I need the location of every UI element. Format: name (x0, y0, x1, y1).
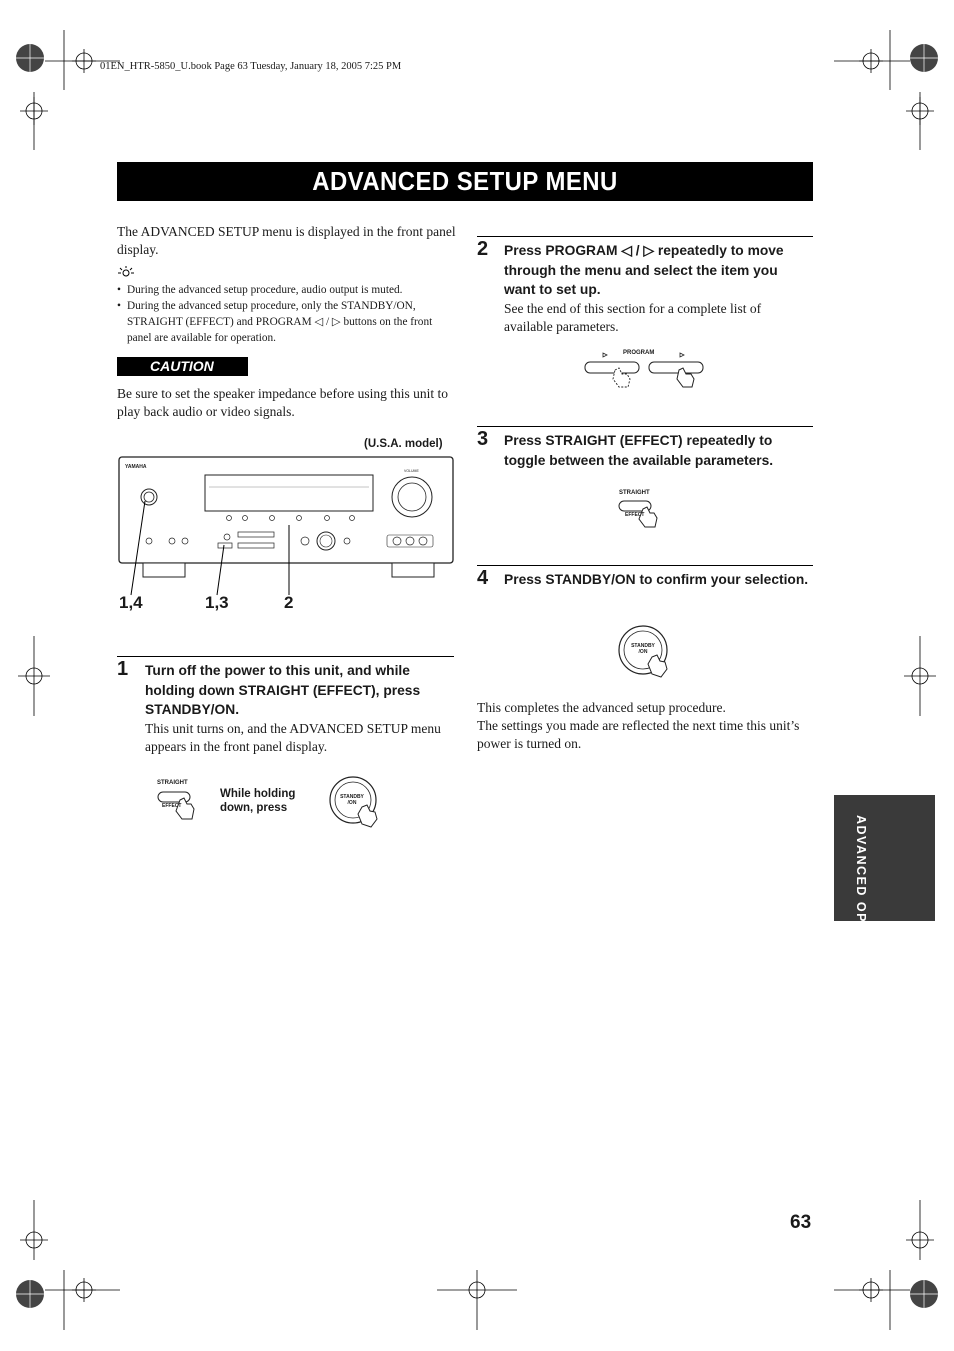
section-side-tab (834, 795, 935, 989)
standby-label (340, 794, 364, 806)
standby-label-line2: /ON (638, 649, 648, 655)
step-number: 1 (117, 658, 129, 680)
volume-label: VOLUME (404, 469, 419, 473)
effect-label: EFFECT (625, 512, 645, 518)
caution-text: Be sure to set the speaker impedance before using this unit to play back audio or video signals. (117, 386, 449, 419)
page-title: ADVANCED SETUP MENU (312, 166, 618, 196)
intro-paragraph: The ADVANCED SETUP menu is displayed in the front panel display. (117, 224, 456, 257)
step-number: 4 (477, 567, 489, 589)
step-rule (477, 426, 813, 427)
step-rule (477, 236, 813, 237)
step-body: See the end of this section for a complete list of available parameters. (504, 301, 762, 334)
straight-label: STRAIGHT (157, 780, 188, 786)
program-buttons-illustration (583, 348, 713, 392)
closing-paragraph (477, 699, 807, 753)
note-text: During the advanced setup procedure, only the STANDBY/ON, STRAIGHT (EFFECT) and PROGRAM ◁ / ▷ buttons on the front panel are available for operation. (127, 300, 433, 344)
step-heading: Press STANDBY/ON to confirm your selection. (504, 572, 809, 587)
title-bar (117, 162, 813, 201)
step-heading: Turn off the power to this unit, and while holding down STRAIGHT (EFFECT), press STANDBY/ON. (145, 663, 421, 717)
note-item: • During the advanced setup procedure, audio output is muted. (117, 284, 403, 296)
note-text: During the advanced setup procedure, audio output is muted. (127, 284, 403, 296)
step-rule (477, 565, 813, 566)
note-item: • During the advanced setup procedure, only the STANDBY/ON, STRAIGHT (EFFECT) and PROGRAM ◁ / ▷ buttons on the front panel are available for operation. (117, 300, 433, 344)
standby-label-line2: /ON (347, 800, 357, 806)
step-number: 3 (477, 428, 489, 450)
straight-label: STRAIGHT (619, 490, 650, 496)
standby-label-line1: STANDBY (340, 794, 364, 800)
page-number: 63 (790, 1212, 812, 1233)
side-tab-label: ADVANCED OPERATION (854, 815, 868, 989)
closing-line: The settings you made are reflected the next time this unit’s power is turned on. (477, 718, 800, 751)
effect-label: EFFECT (162, 803, 182, 809)
file-info-header: 01EN_HTR-5850_U.book Page 63 Tuesday, January 18, 2005 7:25 PM (100, 61, 402, 72)
standby-label (631, 643, 655, 655)
step-heading: Press PROGRAM ◁ / ▷ repeatedly to move through the menu and select the item you want to set up. (504, 243, 784, 297)
tip-icon (117, 265, 135, 279)
model-label: (U.S.A. model) (364, 438, 443, 450)
receiver-front-panel (117, 455, 457, 605)
step-body: This unit turns on, and the ADVANCED SETUP menu appears in the front panel display. (145, 721, 441, 754)
brand-logo: YAMAHA (125, 464, 147, 470)
standby-label-line1: STANDBY (631, 643, 655, 649)
program-label: PROGRAM (623, 350, 655, 356)
callout-standby: 1,4 (119, 593, 143, 612)
step-number: 2 (477, 238, 489, 260)
notes-list (117, 282, 457, 346)
hold-label: While holding down, press (220, 788, 296, 814)
caution-label: CAUTION (117, 357, 248, 376)
callout-straight: 1,3 (205, 593, 229, 612)
step-rule (117, 656, 454, 657)
closing-line: This completes the advanced setup procedure. (477, 700, 726, 715)
callout-program: 2 (284, 593, 294, 612)
step-heading: Press STRAIGHT (EFFECT) repeatedly to toggle between the available parameters. (504, 433, 774, 468)
